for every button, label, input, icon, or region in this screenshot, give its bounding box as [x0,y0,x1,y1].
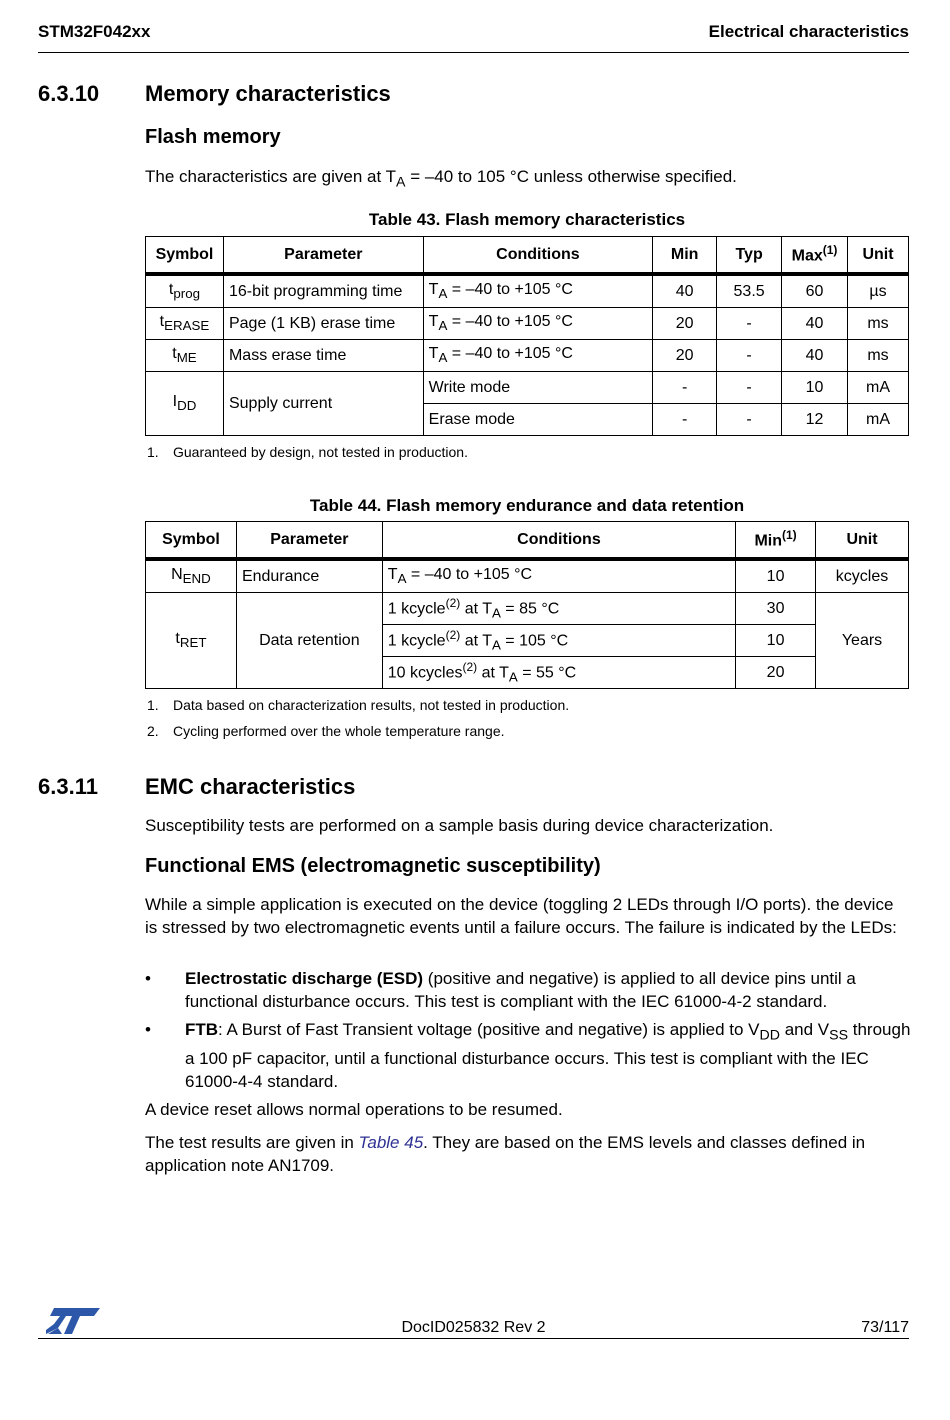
table-row: $t_{prog}$ 16-bit programming time $T_A = -40$ to +105 °C 40 53.5 60 µs [146,274,909,308]
table44 [145,521,909,689]
bullet-esd: • Electrostatic discharge (ESD) (positive and negative) is applied to all device pins until a functional disturbance occurs. This test is compliant with the IEC 61000-4-2 standard. [145,969,856,1011]
table-header-row: Symbol Parameter Conditions Min Typ Max$^{(1)}$ Unit [146,237,909,275]
doc-id: DocID025832 Rev 2 [401,1319,546,1336]
table-row: $t_{ERASE}$ Page (1 KB) erase time $T_A = -40$ to +105 °C 20 - 40 ms [146,308,909,340]
table-row: $I_{DD}$ Supply current Write mode - - 10 mA [146,372,909,404]
table43-footnote: 1. Guaranteed by design, not tested in production. [147,444,468,460]
table-row: Erase mode - - 12 mA [146,404,909,436]
table-row: 1 kcycle$^{(2)}$ at $T_A = 105$ °C 10 [146,625,909,657]
bullet-icon: • [145,1020,151,1039]
reset-text: A device reset allows normal operations to be resumed. [145,1100,563,1119]
page-header [38,22,909,53]
section-heading-emc: 6.3.11 EMC characteristics [38,774,356,799]
results-text: The test results are given in Table 45. They are based on the EMS levels and classes defined in application note AN1709. [145,1133,866,1175]
table44-footnote-2: 2. Cycling performed over the whole temperature range. [147,723,505,739]
table43-caption: Table 43. Flash memory characteristics [368,210,686,229]
page-footer [38,1319,909,1339]
table44-caption: Table 44. Flash memory endurance and data retention [309,496,745,515]
header-chapter: Electrical characteristics [708,22,909,41]
header-part-number: STM32F042xx [38,22,151,41]
table44-footnote-1: 1. Data based on characterization results, not tested in production. [147,697,570,713]
table-row: $t_{RET}$ Data retention 1 kcycle$^{(2)}$ at $T_A = 85$ °C 30 Years [146,593,909,625]
flash-intro: The characteristics are given at $T_A = -40$ to 105 °C unless otherwise specified. [145,167,737,191]
section-heading-memory: 6.3.10 Memory characteristics [38,81,391,106]
table-header-row: Symbol Parameter Conditions Min$^{(1)}$ Unit [146,522,909,560]
table-row: $t_{ME}$ Mass erase time $T_A = -40$ to +105 °C 20 - 40 ms [146,340,909,372]
flash-memory-heading: Flash memory [145,126,281,148]
table-row: $N_{END}$ Endurance $T_A = -40$ to +105 °C 10 kcycles [146,559,909,593]
bullet-icon: • [145,969,151,988]
emc-intro: Susceptibility tests are performed on a sample basis during device characterization. [145,816,774,835]
table45-link[interactable]: Table 45 [358,1133,424,1152]
functional-ems-heading: Functional EMS (electromagnetic susceptibility) [145,855,601,877]
emc-paragraph: While a simple application is executed on the device (toggling 2 LEDs through I/O ports). the device is stressed by two electromagnetic events until a failure occurs. The failure is indicated by the LEDs: [145,895,897,937]
table43 [145,236,909,436]
bullet-ftb: • FTB: A Burst of Fast Transient voltage (positive and negative) is applied to $V_{DD}$ and $V_{SS}$ through a 100 pF capacitor, until a functional disturbance occurs. This test is compliant with the IEC 61000-4-4 standard. [145,1020,911,1092]
table-row: 10 kcycles$^{(2)}$ at $T_A = 55$ °C 20 [146,657,909,689]
page-number: 73/117 [861,1319,909,1336]
